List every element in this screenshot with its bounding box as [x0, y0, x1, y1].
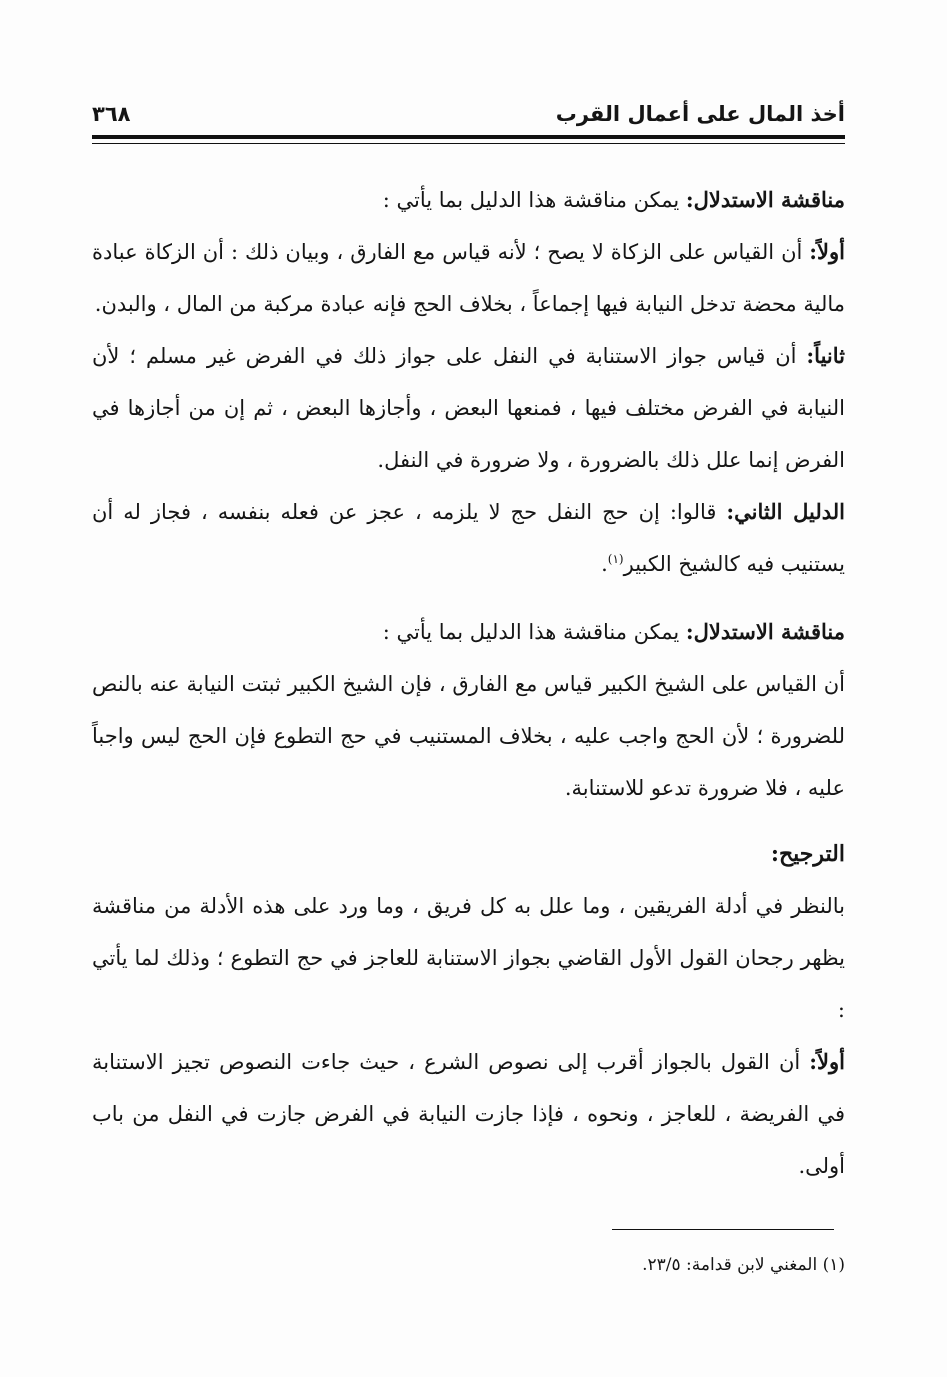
body-text: [92, 174, 845, 1192]
paragraph-lead: أولاً:: [809, 239, 845, 264]
page-number: ٣٦٨: [92, 102, 131, 126]
paragraph-lead: ثانياً:: [806, 343, 845, 368]
section-heading-tarjih: الترجيح:: [770, 841, 845, 867]
paragraph-text: أن القول بالجواز أقرب إلى نصوص الشرع ، حيث جاءت النصوص تجيز الاستنابة في الفريضة ، للعاجز ، ونحوه ، فإذا جازت النيابة في الفرض جازت في النفل من باب أولى.: [92, 1050, 845, 1178]
footnote-separator: [612, 1229, 834, 1230]
paragraph-text: يمكن مناقشة هذا الدليل بما يأتي :: [382, 620, 686, 644]
paragraph-discussion-2: [92, 606, 845, 658]
paragraph-lead: أولاً:: [809, 1049, 845, 1074]
paragraph-tail: .: [601, 552, 608, 576]
footnote-reference[interactable]: (١): [607, 552, 624, 566]
paragraph-tarjih-intro: [92, 880, 845, 1036]
header-rule-thin: [92, 143, 845, 144]
paragraph-text: أن قياس جواز الاستنابة في النفل على جواز ذلك في الفرض غير مسلم ؛ لأن النيابة في الفرض مختلف فيها ، فمنعها البعض ، وأجازها البعض ، ثم إن من أجازها في الفرض إنما علل ذلك بالضرورة ، ولا ضرورة في النفل.: [92, 344, 845, 472]
paragraph-second-evidence: [92, 486, 845, 590]
paragraph-lead: الدليل الثاني:: [726, 499, 845, 524]
paragraph-text: قالوا: إن حج النفل حج لا يلزمه ، عجز عن فعله بنفسه ، فجاز له أن يستنيب فيه كالشيخ الكبير: [92, 500, 845, 576]
paragraph-second-point: [92, 330, 845, 486]
header-rule-thick: [92, 135, 845, 139]
paragraph-lead: مناقشة الاستدلال:: [685, 619, 845, 644]
paragraph-text: بالنظر في أدلة الفريقين ، وما علل به كل فريق ، وما ورد على هذه الأدلة من مناقشة يظهر رجحان القول الأول القاضي بجواز الاستنابة للعاجز في حج التطوع ؛ وذلك لما يأتي :: [92, 894, 845, 1022]
page-header: [92, 96, 845, 132]
footnote: (١) المغني لابن قدامة: ٢٣/٥.: [642, 1255, 845, 1275]
paragraph-text: أن القياس على الشيخ الكبير قياس مع الفارق ، فإن الشيخ الكبير ثبتت النيابة عنه بالنص للضرورة ؛ لأن الحج واجب عليه ، بخلاف المستنيب في حج التطوع فإن الحج ليس واجباً عليه ، فلا ضرورة تدعو للاستنابة.: [92, 672, 845, 800]
paragraph-discussion-2-body: [92, 658, 845, 814]
paragraph-discussion-1: [92, 174, 845, 226]
paragraph-text: أن القياس على الزكاة لا يصح ؛ لأنه قياس مع الفارق ، وبيان ذلك : أن الزكاة عبادة مالية محضة تدخل النيابة فيها إجماعاً ، بخلاف الحج فإنه عبادة مركبة من المال ، والبدن.: [92, 240, 845, 316]
running-title: أخذ المال على أعمال القرب: [555, 102, 845, 126]
paragraph-lead: مناقشة الاستدلال:: [685, 187, 845, 212]
paragraph-tarjih-first: [92, 1036, 845, 1192]
paragraph-text: يمكن مناقشة هذا الدليل بما يأتي :: [382, 188, 686, 212]
paragraph-first-point: [92, 226, 845, 330]
